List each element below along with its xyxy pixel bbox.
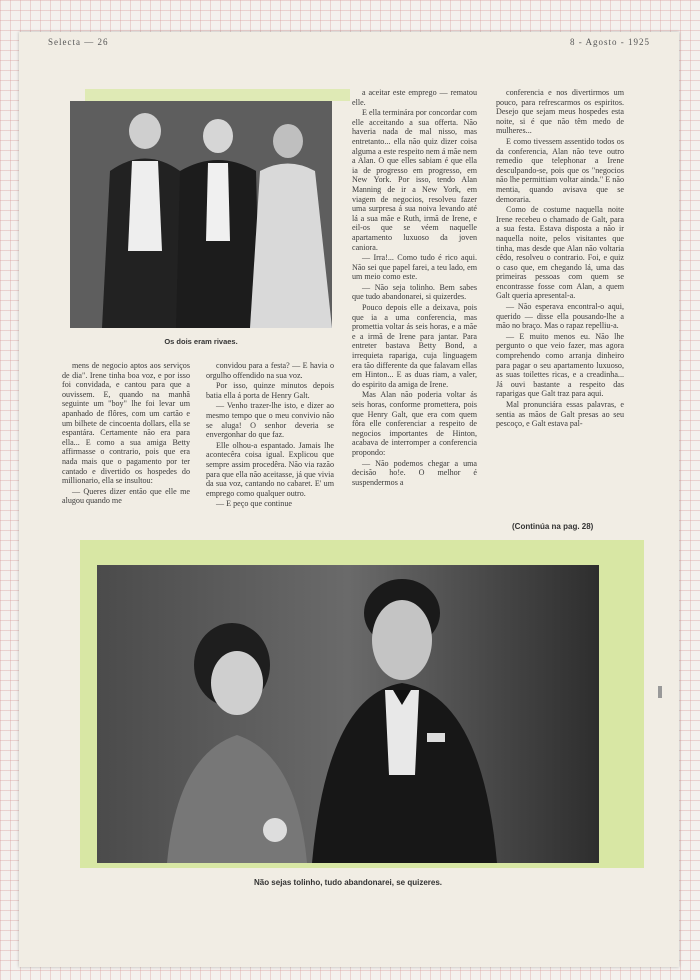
- paragraph: — Não esperava encontral-o aqui, querido — disse ella pousando-lhe a mão no braço. Mas o rapaz repelliu-a.: [496, 302, 624, 331]
- paragraph: Mas Alan não poderia voltar ás seis horas, conforme promettera, pois que Henry Galt, que era com quem fôra elle conferenciar a respeito de negocios importantes de Hinton, acabava de interromper a conferencia propondo:: [352, 390, 477, 457]
- paragraph: E ella terminára por concordar com elle acceitando a sua offerta. Não haveria nada de mal nisso, mas entretanto... ella não quiz dizer coisa alguma a este respeito nem á mãe nem a Alan. O que elles sabiam é que ella ia de progresso em progresso, em New York. Por isso, tendo Alan Manning de ir a New York, em viagem de negocios, resolveu fazer uma surpresa á sua noiva levando até lá a sua mãe e Ruth, irmã de Irene, e eil-os que se véem naquelle apartamento luxuoso da joven caniora.: [352, 108, 477, 252]
- paragraph: Mal pronunciára essas palavras, e sentia as mãos de Galt presas ao seu pescoço, e Galt estava pal-: [496, 400, 624, 429]
- column-left-bottom: [62, 361, 190, 536]
- paragraph: — Não podemos chegar a uma decisão ho!e. O melhor é suspendermos a: [352, 458, 477, 487]
- paragraph: a aceitar este emprego — rematou elle.: [352, 88, 477, 107]
- page-header: [0, 37, 700, 49]
- paragraph: — Queres dizer então que elle me alugou quando me: [62, 486, 190, 506]
- paragraph: E como tivessem assentido todos os da conferencia, Alan não teve outro remedio que telephonar a Irene desculpando-se, pois que os "negocios não lhe permittiam voltar ainda." E não mentia, quando avisava que se demoraria.: [496, 136, 624, 204]
- header-publication: Selecta — 26: [48, 37, 109, 47]
- bottom-photo-caption: Não sejas tolinho, tudo abandonarei, se quizeres.: [253, 878, 443, 887]
- header-date: 8 - Agosto - 1925: [570, 37, 650, 47]
- top-photo-accent: [85, 89, 350, 101]
- bottom-photo: [97, 565, 599, 863]
- paragraph: Por isso, quinze minutos depois batia ella á porta de Henry Galt.: [206, 381, 334, 400]
- paragraph: conferencia e nos divertirmos um pouco, para refrescarmos os espiritos. Desejo que sejam meus hospedes esta noite, si é que não têm medo de mulheres...: [496, 88, 624, 136]
- paragraph: Como de costume naquella noite Irene recebeu o chamado de Galt, para a sua festa. Estava disposta a não ir naquella noite, pelos visitantes que tinha, mas desde que Alan não voltaria cêdo, resolveu o contrario. Foi, e quiz o caso que, em chegando lá, uma das primeiras pessoas com quem se encontrasse fosse com Alan, a quem Galt queria apresental-a.: [496, 205, 624, 301]
- top-photo-caption: Os dois eram rivaes.: [164, 337, 238, 346]
- top-photo: [70, 101, 332, 328]
- paragraph: — Não seja tolinho. Bem sabes que tudo abandonarei, si quizerdes.: [352, 282, 477, 302]
- continue-note: (Continúa na pag. 28): [512, 522, 594, 531]
- paragraph: convidou para a festa? — E havia o orgulho offendido na sua voz.: [206, 361, 334, 380]
- paragraph: — E muito menos eu. Não lhe pergunto o que veio fazer, mas agora comprehendo como arranja dinheiro para pagar o seu apartamento luxuoso, as suas toilettes ricas, e a creadinha... Já ouvi bastante a respeito das raparigas que Galt traz para aqui.: [496, 331, 624, 399]
- paragraph: — E peço que continue: [216, 499, 292, 509]
- paragraph: mens de negocio aptos aos serviços de dia". Irene tinha boa voz, e por isso foi convidada, e cantou para que a ouvissem. E, quando na manhã seguinte um "boy" lhe foi levar um apanhado de flôres, com um cartão e um bilhete de cincoenta dollars, ella se espantára. Certamente não era para ella... E como a sua amiga Betty affirmasse o contrario, pois que era nada mais que o pagamento por ter cantado e divertido os hospedes do millionario, ella se insultou:: [62, 361, 190, 486]
- paragraph: Pouco depois elle a deixava, pois que ia a uma conferencia, mas promettia voltar ás seis horas, e a mãe e a irmã de Irene para jantar. Para entreter bastava Betty Bond, a irrequieta rapariga, cuja linguagem era tão differente da que falavam ellas em Hinton... E as duas riam, a valer, do espirito da amiga de Irene.: [352, 303, 477, 389]
- paragraph: Elle olhou-a espantado. Jamais lhe acontecêra coisa igual. Explicou que sempre assim procedêra. Não via razão para que ella não aceitasse, já que vivia da sua voz, cantando no cabaret. E' um emprego como qualquer outro.: [206, 440, 334, 498]
- column-right-top: [496, 88, 624, 518]
- staple-mark: [658, 686, 662, 698]
- paragraph: — Venho trazer-lhe isto, e dizer ao mesmo tempo que o meu convivio não se aluga! O senhor deveria se envergonhar do que faz.: [206, 401, 334, 440]
- column-middle-bottom: [206, 361, 334, 536]
- column-middle-top: [352, 88, 477, 536]
- paragraph: — Irra!... Como tudo é rico aqui. Não sei que papel farei, a teu lado, em um meio como este.: [352, 253, 477, 282]
